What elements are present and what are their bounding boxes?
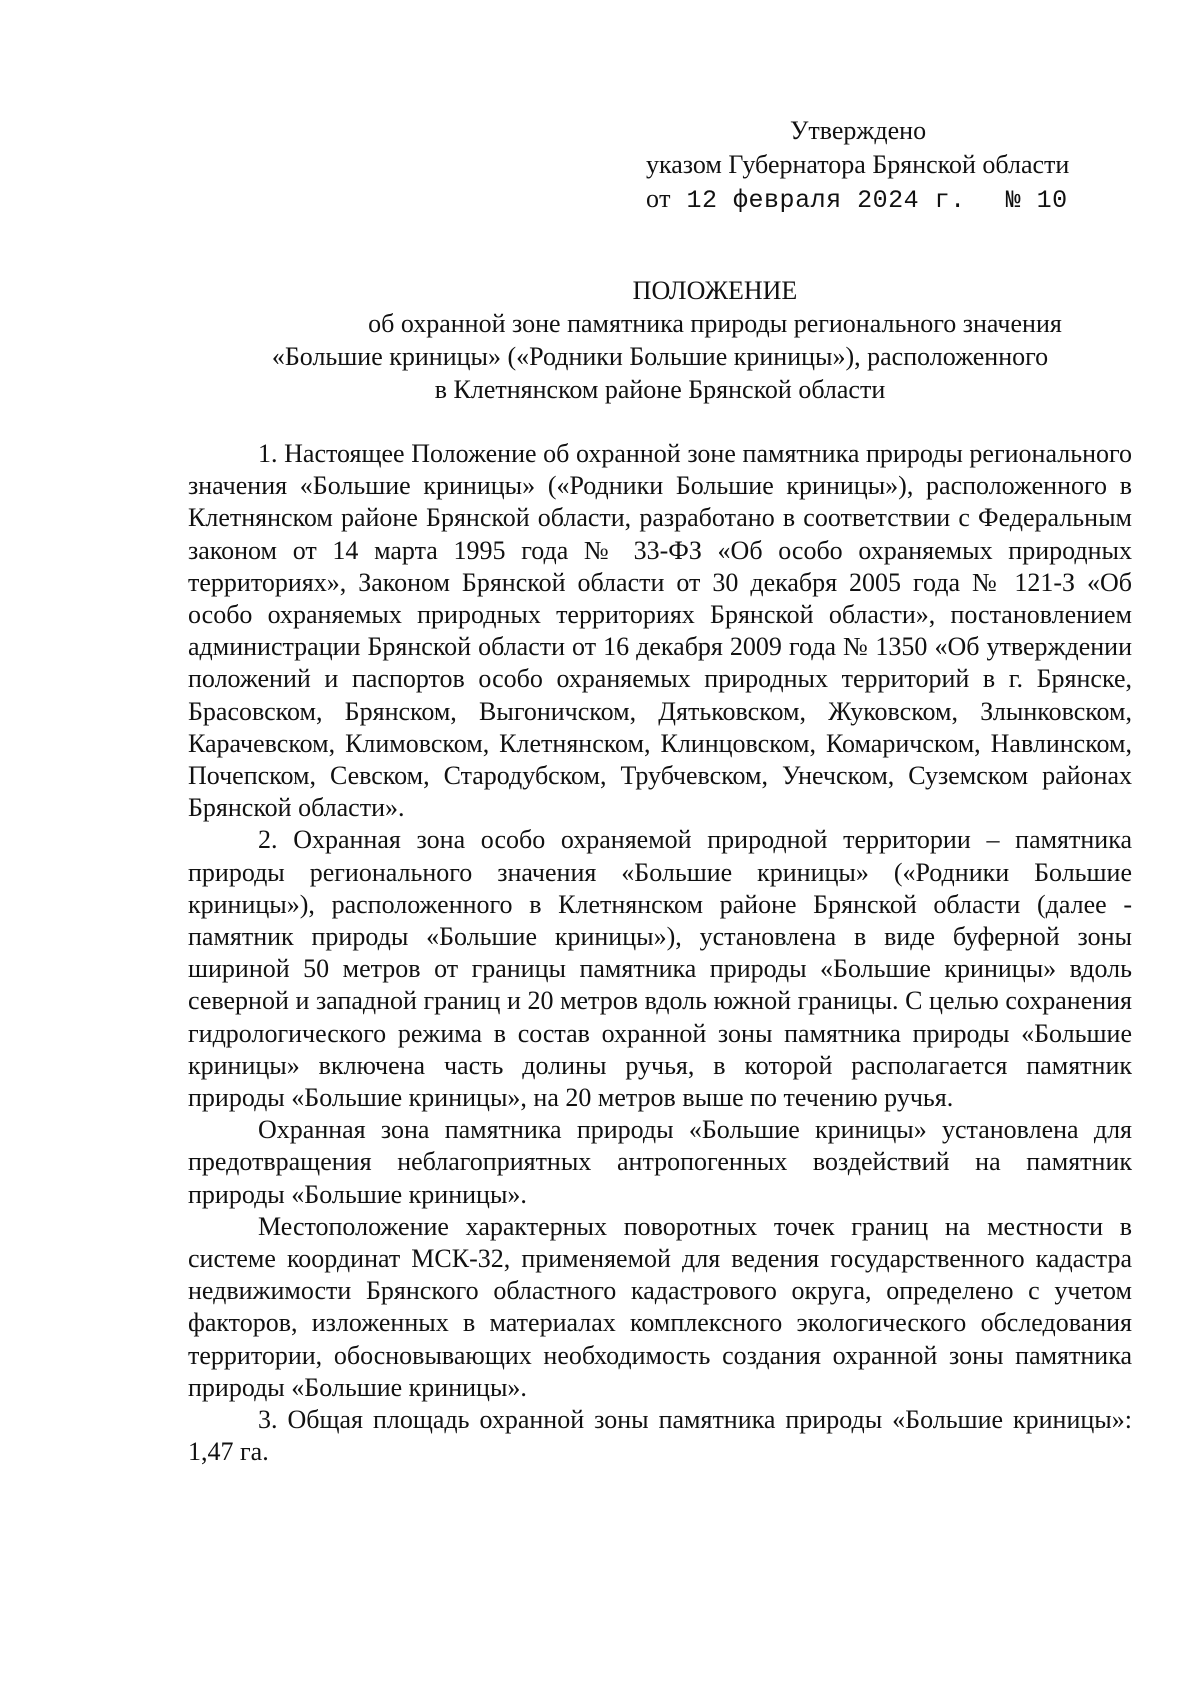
approved-label: Утверждено	[790, 116, 927, 145]
paragraph-3: Охранная зона памятника природы «Большие криницы» установлена для предотвращения неблагоприятных антропогенных воздействий на памятник природы «Большие криницы».	[188, 1115, 1132, 1209]
document-title-block	[190, 274, 1130, 406]
title-line-2: «Большие криницы» («Родники Большие криницы»), расположенного	[271, 342, 1049, 371]
decree-date: 12 февраля 2024 г.	[686, 186, 966, 215]
title-line-3: в Клетнянском районе Брянской области	[434, 375, 886, 404]
title-line-1: об охранной зоне памятника природы регионального значения	[368, 309, 1062, 338]
paragraph-1: 1. Настоящее Положение об охранной зоне памятника природы регионального значения «Большие криницы» («Родники Большие криницы»), расположенного в Клетнянском районе Брянской области, разработано в соответствии с Федеральным законом от 14 марта 1995 года № 33-ФЗ «Об особо охраняемых природных территориях», Законом Брянской области от 30 декабря 2005 года № 121-З «Об особо охраняемых природных территориях Брянской области», постановлением администрации Брянской области от 16 декабря 2009 года № 1350 «Об утверждении положений и паспортов особо охраняемых природных территорий в г. Брянске, Брасовском, Брянском, Выгоничском, Дятьковском, Жуковском, Злынковском, Карачевском, Климовском, Клетнянском, Клинцовском, Комаричском, Навлинском, Почепском, Севском, Стародубском, Трубчевском, Унечском, Суземском районах Брянской области».	[188, 439, 1132, 823]
document-heading: ПОЛОЖЕНИЕ	[632, 276, 798, 305]
paragraph-2: 2. Охранная зона особо охраняемой природной территории – памятника природы регионального значения «Большие криницы» («Родники Большие криницы»), расположенного в Клетнянском районе Брянской области (далее - памятник природы «Большие криницы»), установлена в виде буферной зоны шириной 50 метров от границы памятника природы «Большие криницы» вдоль северной и западной границ и 20 метров вдоль южной границы. С целью сохранения гидрологического режима в состав охранной зоны памятника природы «Большие криницы» включена часть долины ручья, в которой располагается памятник природы «Большие криницы», на 20 метров выше по течению ручья.	[188, 825, 1132, 1113]
paragraph-4: Местоположение характерных поворотных точек границ на местности в системе координат МСК-32, применяемой для ведения государственного кадастра недвижимости Брянского областного кадастрового округа, определено с учетом факторов, изложенных в материалах комплексного экологического обследования территории, обосновывающих необходимость создания охранной зоны памятника природы «Большие криницы».	[188, 1211, 1132, 1402]
decree-number: № 10	[1005, 186, 1068, 215]
date-prefix: от	[646, 184, 672, 213]
decree-line: указом Губернатора Брянской области	[646, 150, 1070, 179]
paragraph-5: 3. Общая площадь охранной зоны памятника природы «Большие криницы»: 1,47 га.	[188, 1405, 1132, 1467]
approval-stamp	[646, 114, 1146, 218]
decree-date-line	[646, 182, 1146, 218]
document-body	[188, 438, 1132, 1469]
